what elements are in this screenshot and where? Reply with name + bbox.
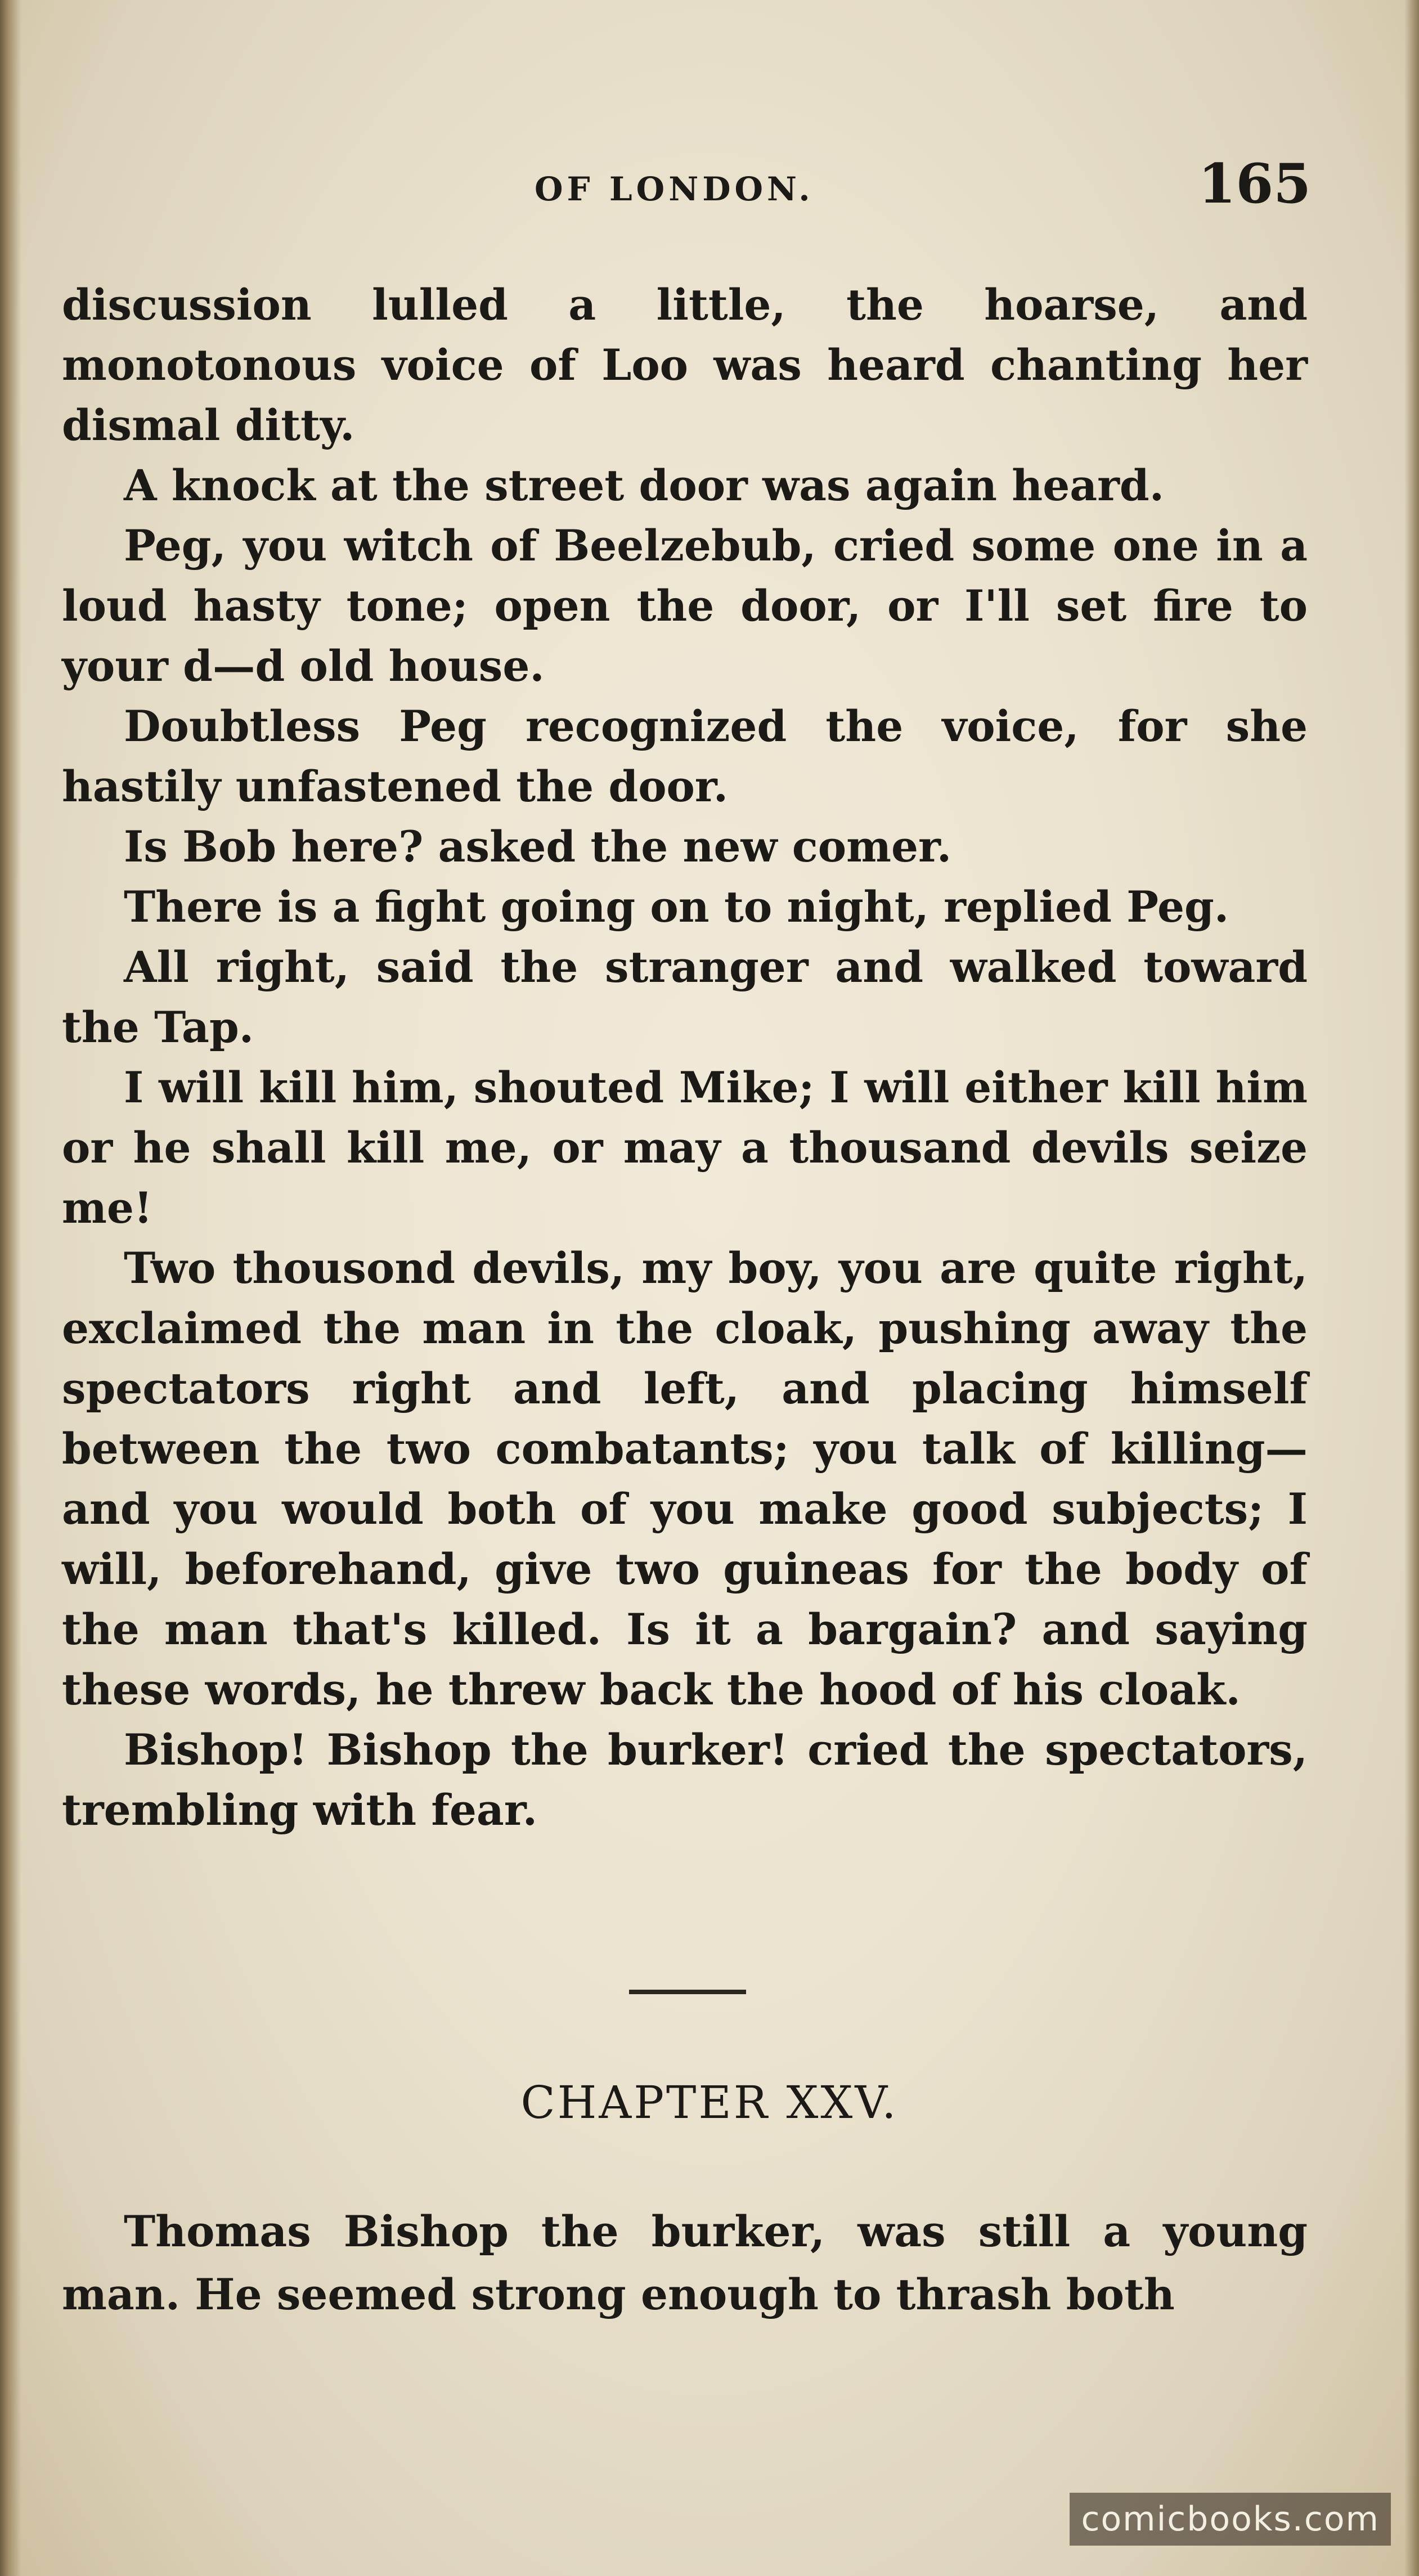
paragraph: Is Bob here? asked the new comer. <box>124 822 952 872</box>
paragraph: I will kill him, shouted Mike; I will either kill him or he shall kill me, or may a thousand devils seize me! <box>62 1062 1308 1233</box>
page-number: 165 <box>1198 152 1311 216</box>
paragraph: A knock at the street door was again heard. <box>124 460 1165 510</box>
paragraph-continued: discussion lulled a little, the hoarse, and monotonous voice of Loo was heard chanting her dismal ditty. <box>62 280 1308 450</box>
paragraph: Doubtless Peg recognized the voice, for she hastily unfastened the door. <box>62 701 1308 811</box>
page-edge-shadow <box>1404 0 1419 2576</box>
paragraph: There is a fight going on to night, replied Peg. <box>124 882 1229 932</box>
chapter-opening <box>62 2200 1308 2326</box>
section-divider <box>629 1990 746 1994</box>
chapter-heading: CHAPTER XXV. <box>520 2076 899 2129</box>
paragraph: Thomas Bishop the burker, was still a young man. He seemed strong enough to thrash both <box>62 2206 1308 2319</box>
page-gutter-shadow <box>0 0 21 2576</box>
running-head: OF LONDON. <box>535 170 814 208</box>
paragraph: Bishop! Bishop the burker! cried the spectators, trembling with fear. <box>62 1725 1308 1835</box>
paragraph: Peg, you witch of Beelzebub, cried some one in a loud hasty tone; open the door, or I'll set fire to your d—d old house. <box>62 520 1308 691</box>
watermark: comicbooks.com <box>1070 2493 1391 2546</box>
paragraph: All right, said the stranger and walked toward the Tap. <box>62 942 1308 1052</box>
paragraph: Two thousond devils, my boy, you are quite right, exclaimed the man in the cloak, pushing away the spectators right and left, and placing himself between the two combatants; you talk of killing—and you would both of you make good subjects; I will, beforehand, give two guineas for the body of the man that's killed. Is it a bargain? and saying these words, he threw back the hood of his cloak. <box>62 1243 1308 1715</box>
body-text <box>62 275 1308 1840</box>
page-header <box>62 152 1311 219</box>
